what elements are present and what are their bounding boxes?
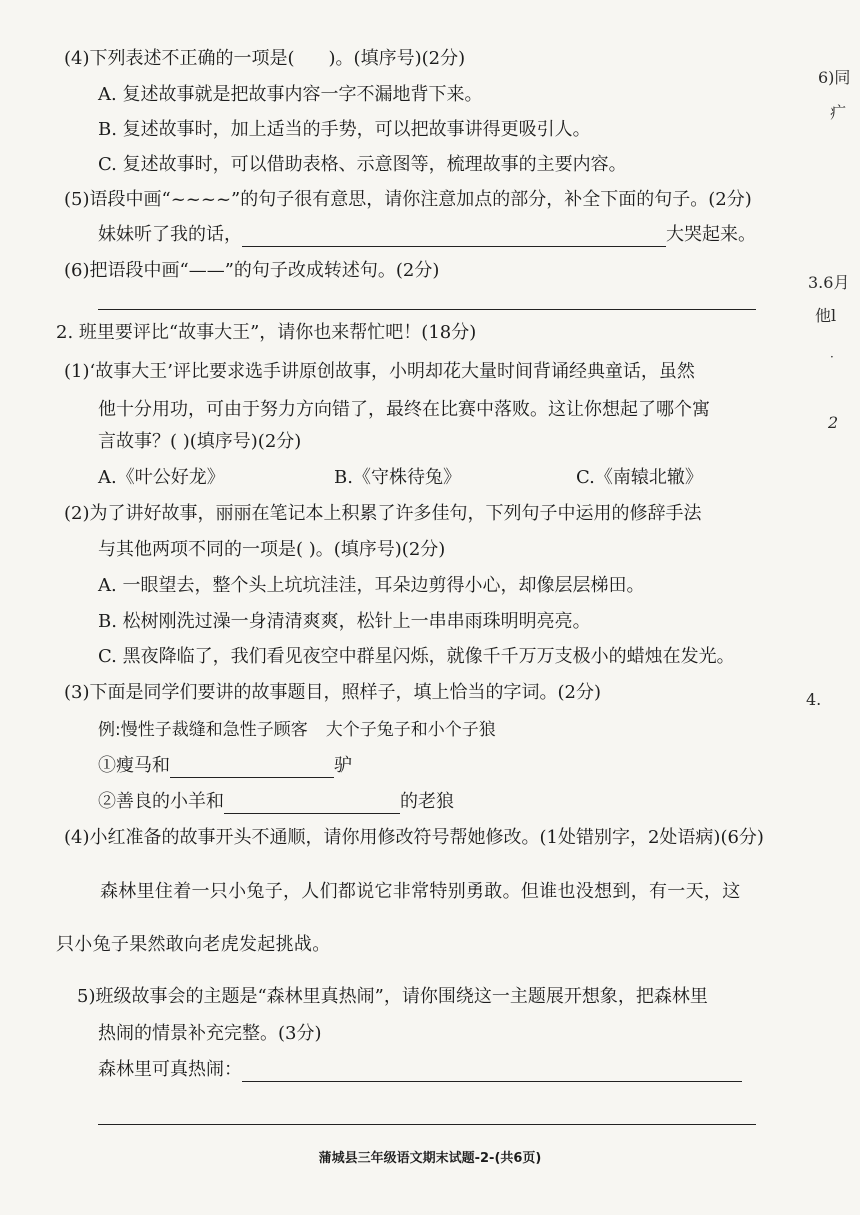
example-1: 慢性子裁缝和急性子顾客 (120, 720, 308, 740)
margin-text-2: 疒 (830, 103, 847, 122)
sub1-line2: 他十分用功，可由于努力方向错了，最终在比赛中落败。这让你想起了哪个寓 (98, 399, 710, 420)
sub5-line1: 5)班级故事会的主题是“森林里真热闹”，请你围绕这一主题展开想象，把森林里 (77, 986, 708, 1007)
option-b: B. 复述故事时，加上适当的手势，可以把故事讲得更吸引人。 (98, 119, 591, 140)
sentence-tail: 大哭起来。 (666, 224, 756, 245)
fill-blank[interactable] (242, 228, 666, 247)
page-footer: 蒲城县三年级语文期末试题-2-(共6页) (318, 1151, 542, 1166)
example-2: 大个子兔子和小个子狼 (325, 720, 496, 740)
sub3-item-1 (98, 754, 352, 778)
margin-text-5: 2 (828, 413, 839, 432)
sub1-line3: 言故事？( )(填序号)(2分) (98, 431, 302, 452)
sub4-heading: (4)小红准备的故事开头不通顺，请你用修改符号帮她修改。(1处错别字，2处语病)(6分) (64, 827, 764, 848)
item-2-lead: ②善良的小羊和 (98, 791, 224, 812)
sub1-option-c: C.《南辕北辙》 (576, 467, 703, 488)
sub2-option-b: B. 松树刚洗过澡一身清清爽爽，松针上一串串雨珠明明亮亮。 (98, 611, 591, 632)
margin-dot: · (830, 350, 834, 364)
sub1-line1: (1)‘故事大王’评比要求选手讲原创故事，小明却花大量时间背诵经典童话，虽然 (64, 361, 695, 382)
option-c: C. 复述故事时，可以借助表格、示意图等，梳理故事的主要内容。 (98, 154, 627, 175)
margin-text-4: 他l (815, 306, 837, 325)
margin-text-6: 4. (806, 690, 822, 709)
sub2-line2: 与其他两项不同的一项是( )。(填序号)(2分) (98, 539, 446, 560)
fill-blank-answer[interactable] (242, 1063, 742, 1082)
question-6: (6)把语段中画“——”的句子改成转述句。(2分) (64, 260, 440, 281)
margin-text-3: 3.6月 (808, 273, 850, 292)
answer-lead: 森林里可真热闹： (98, 1059, 242, 1080)
item-1-lead: ①瘦马和 (98, 755, 170, 776)
fill-blank-2[interactable] (224, 795, 400, 814)
question-4 (64, 47, 465, 71)
question-5-sentence (98, 223, 756, 247)
story-line-1: 森林里住着一只小兔子，人们都说它非常特别勇敢。但谁也没想到，有一天，这 (100, 881, 741, 902)
example-label: 例: (98, 720, 121, 740)
sentence-lead: 妹妹听了我的话， (98, 224, 242, 245)
sub5-line2: 热闹的情景补充完整。(3分) (98, 1023, 322, 1044)
sub5-answer (98, 1058, 742, 1082)
sub2-line1: (2)为了讲好故事，丽丽在笔记本上积累了许多佳句，下列句子中运用的修辞手法 (64, 503, 702, 524)
item-2-tail: 的老狼 (400, 791, 454, 812)
question-4-tail: )。(填序号)(2分) (328, 48, 466, 69)
story-line-2: 只小兔子果然敢向老虎发起挑战。 (56, 934, 331, 955)
fill-blank-1[interactable] (170, 759, 334, 778)
option-a: A. 复述故事就是把故事内容一字不漏地背下来。 (98, 84, 483, 105)
answer-line-2[interactable] (98, 1124, 756, 1125)
answer-line[interactable] (98, 309, 756, 310)
sub3-heading: (3)下面是同学们要讲的故事题目，照样子，填上恰当的字词。(2分) (64, 682, 601, 703)
item-1-tail: 驴 (334, 755, 352, 776)
sub2-option-a: A. 一眼望去，整个头上坑坑洼洼，耳朵边剪得小心，却像层层梯田。 (98, 575, 645, 596)
sub1-option-b: B.《守株待兔》 (334, 467, 461, 488)
margin-text-1: 6)同 (818, 68, 851, 87)
question-5: (5)语段中画“~~~~”的句子很有意思，请你注意加点的部分，补全下面的句子。(2分) (64, 189, 752, 210)
sub1-option-a: A.《叶公好龙》 (98, 467, 225, 488)
sub3-item-2 (98, 790, 454, 814)
question-4-text: (4)下列表述不正确的一项是( (64, 48, 295, 69)
sub3-example (98, 718, 496, 742)
sub2-option-c: C. 黑夜降临了，我们看见夜空中群星闪烁，就像千千万万支极小的蜡烛在发光。 (98, 646, 735, 667)
question-2-heading: 2. 班里要评比“故事大王”，请你也来帮忙吧！(18分) (56, 322, 477, 343)
